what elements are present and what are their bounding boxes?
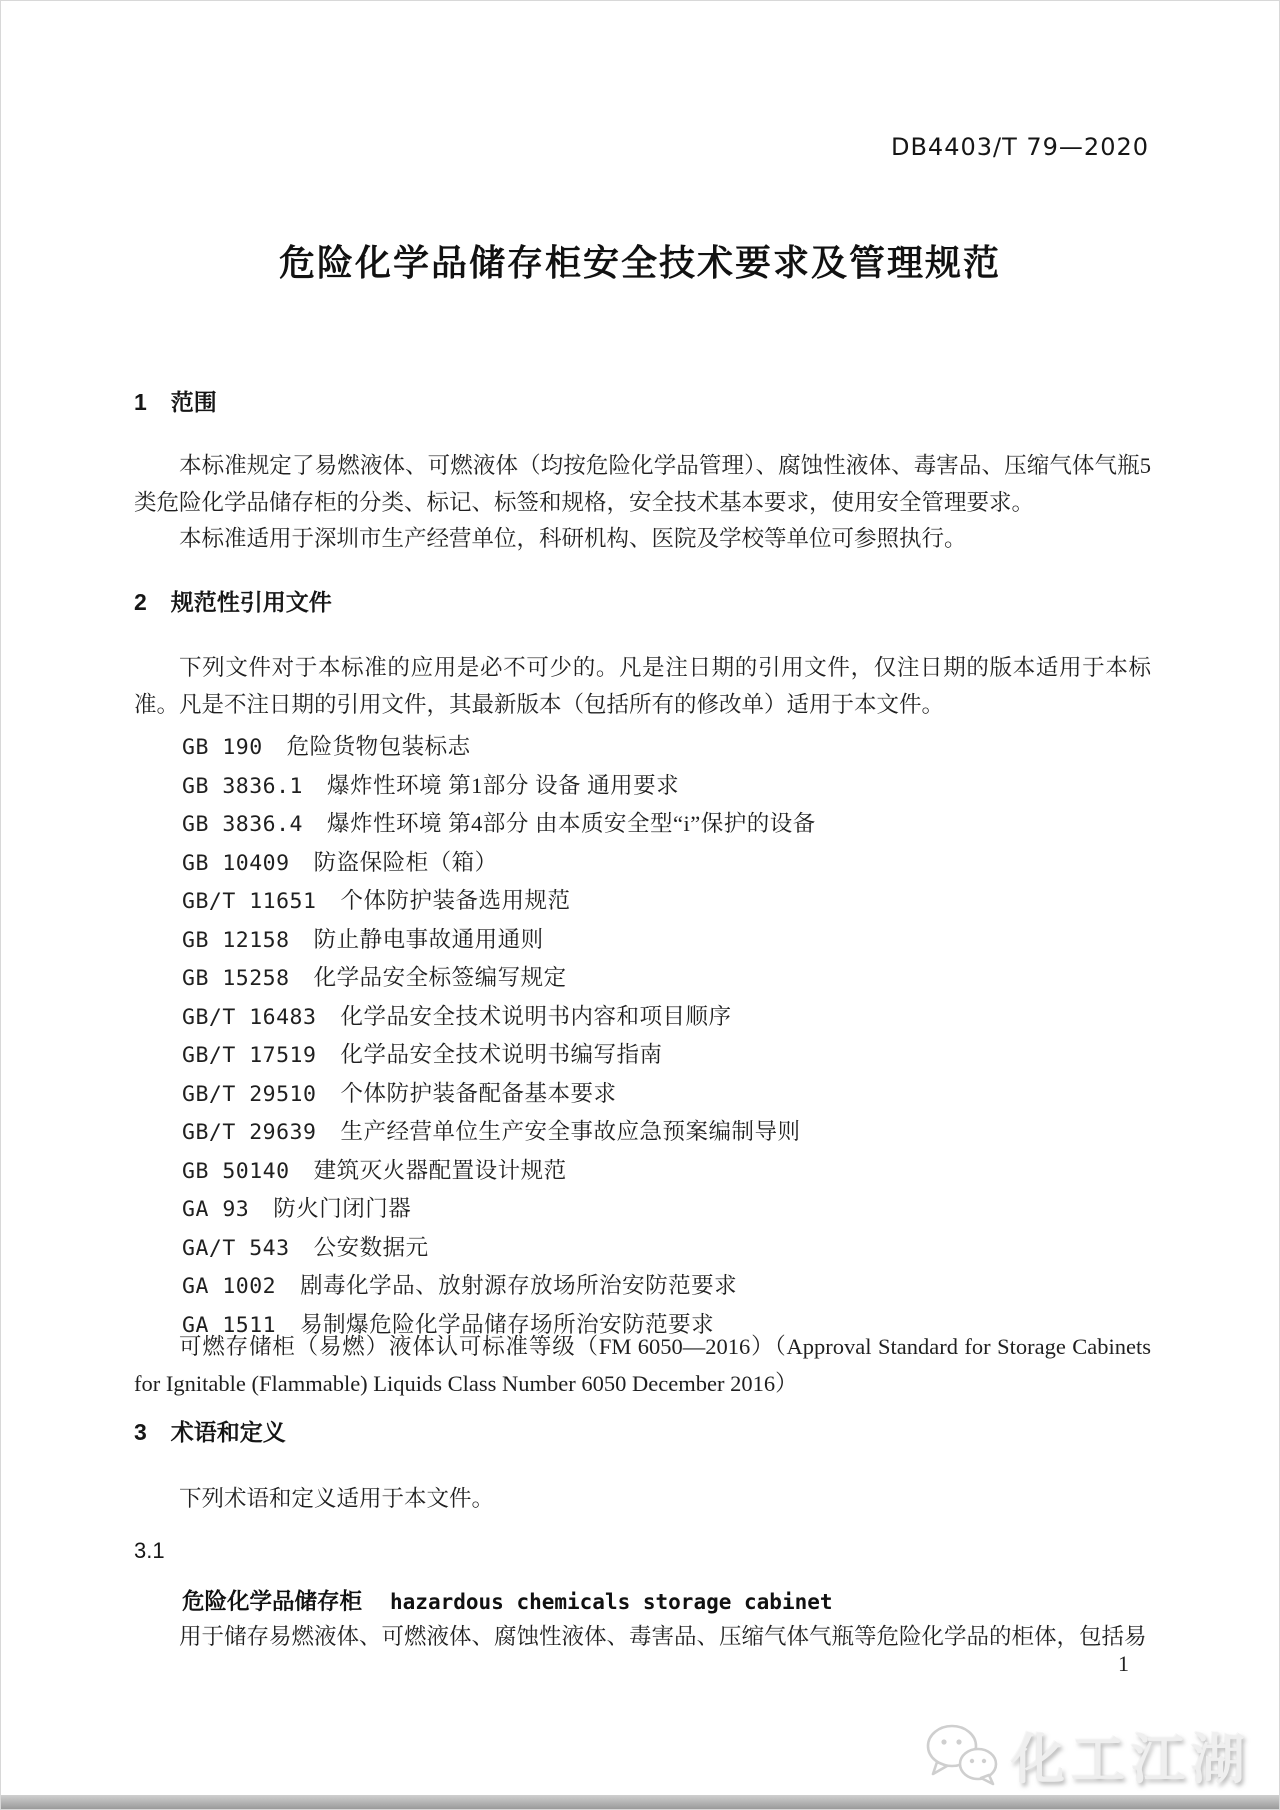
reference-title: 防火门闭门器 <box>273 1196 412 1221</box>
reference-title: 个体防护装备配备基本要求 <box>340 1080 617 1106</box>
reference-code: GB 3836.1 <box>182 773 303 799</box>
reference-item <box>182 1113 1199 1152</box>
scope-paragraph-2: 本标准适用于深圳市生产经营单位，科研机构、医院及学校等单位可参照执行。 <box>179 526 967 551</box>
term-definition-block <box>134 1619 1151 1656</box>
reference-item <box>182 1190 1199 1229</box>
reference-code: GA 1002 <box>182 1274 277 1299</box>
reference-item <box>182 1036 1199 1075</box>
reference-title: 化学品安全技术说明书内容和项目顺序 <box>340 1003 732 1029</box>
reference-title: 防盗保险柜（箱） <box>313 849 498 875</box>
section-3-intro <box>134 1481 1151 1518</box>
fm-reference-block <box>134 1328 1151 1402</box>
term-english: hazardous chemicals storage cabinet <box>390 1590 833 1614</box>
reference-title: 危险货物包装标志 <box>286 734 471 759</box>
page-title: 危险化学品储存柜安全技术要求及管理规范 <box>278 242 1001 283</box>
section-number: 2 <box>134 589 147 615</box>
reference-title: 剧毒化学品、放射源存放场所治安防范要求 <box>300 1273 738 1298</box>
watermark-label: 化工江湖 <box>1011 1730 1251 1790</box>
section-label: 术语和定义 <box>170 1419 286 1445</box>
section-1-heading <box>134 384 1151 417</box>
section-number: 1 <box>134 389 147 415</box>
reference-title: 公安数据元 <box>313 1234 429 1260</box>
references-list <box>134 728 1199 1344</box>
references-intro: 下列文件对于本标准的应用是必不可少的。凡是注日期的引用文件，仅注日期的版本适用于本标准。凡是不注日期的引用文件，其最新版本（包括所有的修改单）适用于本文件。 <box>134 655 1151 717</box>
reference-title: 建筑灭火器配置设计规范 <box>313 1157 567 1183</box>
wechat-icon <box>923 1720 1001 1791</box>
reference-item <box>182 882 1199 921</box>
term-entry <box>134 1584 1151 1616</box>
reference-code: GB 190 <box>182 735 263 760</box>
reference-item <box>182 1152 1199 1191</box>
fm-reference: 可燃存储柜（易燃）液体认可标准等级（FM 6050—2016）（Approval Standard for Storage Cabinets for Ignitable (Flammable) Liquids Class Number 6050 December 2016） <box>134 1334 1151 1396</box>
reference-code: GA 1511 <box>182 1312 277 1338</box>
bottom-gray-bar <box>1 1795 1279 1809</box>
reference-title: 个体防护装备选用规范 <box>340 888 571 913</box>
reference-code: GB/T 11651 <box>182 889 317 914</box>
section-number: 3 <box>134 1419 147 1445</box>
reference-title: 爆炸性环境 第1部分 设备 通用要求 <box>327 772 680 798</box>
section-1-body <box>134 448 1151 558</box>
reference-item <box>182 844 1199 883</box>
reference-code: GB 50140 <box>182 1158 290 1184</box>
reference-item <box>182 921 1199 960</box>
reference-item <box>182 805 1199 844</box>
term-number: 3.1 <box>134 1538 165 1563</box>
reference-code: GB/T 16483 <box>182 1004 317 1030</box>
section-label: 范围 <box>170 389 217 415</box>
reference-title: 化学品安全标签编写规定 <box>313 965 567 990</box>
reference-code: GA 93 <box>182 1197 250 1222</box>
reference-item <box>182 767 1199 806</box>
reference-item <box>182 959 1199 998</box>
reference-item <box>182 1267 1199 1306</box>
reference-item <box>182 998 1199 1037</box>
reference-code: GB/T 29510 <box>182 1081 317 1107</box>
reference-item <box>182 1075 1199 1114</box>
reference-code: GA/T 543 <box>182 1235 290 1261</box>
section-2-intro <box>134 650 1151 723</box>
term-chinese: 危险化学品储存柜 <box>182 1589 363 1614</box>
reference-code: GB/T 17519 <box>182 1043 317 1068</box>
page-number: 1 <box>1118 1651 1129 1676</box>
watermark <box>923 1717 1251 1794</box>
reference-code: GB 12158 <box>182 927 290 953</box>
reference-title: 防止静电事故通用通则 <box>313 926 544 952</box>
scope-paragraph-1: 本标准规定了易燃液体、可燃液体（均按危险化学品管理）、腐蚀性液体、毒害品、压缩气体气瓶5类危险化学品储存柜的分类、标记、标签和规格，安全技术基本要求，使用安全管理要求。 <box>134 453 1151 515</box>
reference-code: GB/T 29639 <box>182 1120 317 1145</box>
reference-title: 生产经营单位生产安全事故应急预案编制导则 <box>340 1119 801 1144</box>
reference-title: 易制爆危险化学品储存场所治安防范要求 <box>300 1311 715 1337</box>
section-3-heading <box>134 1414 1151 1447</box>
reference-code: GB 10409 <box>182 850 290 876</box>
reference-item <box>182 1229 1199 1268</box>
terms-intro: 下列术语和定义适用于本文件。 <box>179 1486 495 1511</box>
term-definition: 用于储存易燃液体、可燃液体、腐蚀性液体、毒害品、压缩气体气瓶等危险化学品的柜体，包括易 <box>179 1624 1147 1649</box>
reference-code: GB 15258 <box>182 966 290 991</box>
reference-code: GB 3836.4 <box>182 812 303 837</box>
reference-title: 化学品安全技术说明书编写指南 <box>340 1042 663 1067</box>
reference-item <box>182 728 1199 767</box>
section-2-heading <box>134 584 1151 617</box>
reference-title: 爆炸性环境 第4部分 由本质安全型“i”保护的设备 <box>327 811 816 836</box>
standard-code: DB4403/T 79—2020 <box>890 133 1149 161</box>
section-label: 规范性引用文件 <box>170 589 332 615</box>
